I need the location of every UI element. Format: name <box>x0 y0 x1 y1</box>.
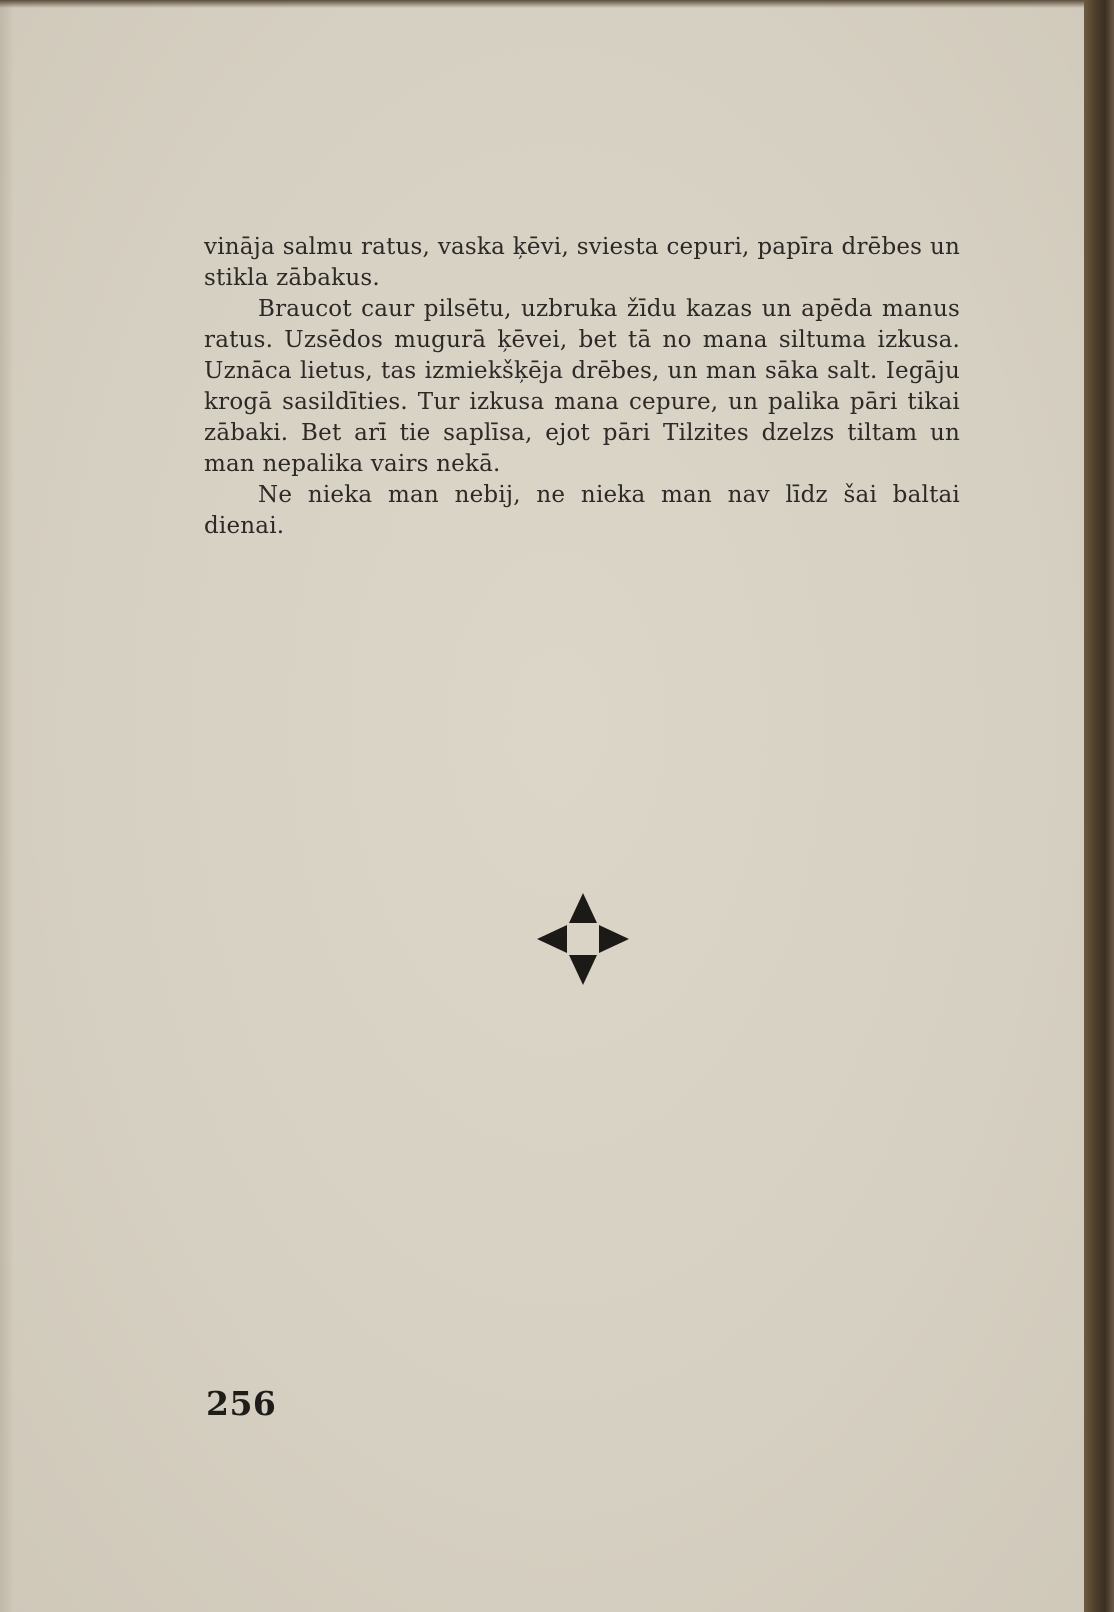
paragraph-1: vināja salmu ratus, vaska ķēvi, sviesta cepuri, papīra drēbes un stikla zābakus. <box>204 234 960 291</box>
book-spine-edge <box>1084 0 1114 1612</box>
body-text <box>204 232 960 542</box>
page-gutter <box>0 0 14 1612</box>
paragraph-2: Braucot caur pilsētu, uzbruka žīdu kazas un apēda manus ratus. Uzsēdos mugurā ķēvei, bet tā no mana siltuma izkusa. Uznāca lietus, tas izmiekšķēja drēbes, un man sāka salt. Iegāju krogā sasildīties. Tur izkusa mana cepure, un palika pāri tikai zābaki. Bet arī tie saplīsa, ejot pāri Tilzites dzelzs tiltam un man nepalika vairs nekā. <box>204 296 960 477</box>
page-top-shadow <box>0 0 1114 8</box>
four-arrow-ornament-icon <box>537 893 629 985</box>
paragraph-3: Ne nieka man nebij, ne nieka man nav līdz šai baltai dienai. <box>204 482 960 539</box>
page-number: 256 <box>206 1384 277 1423</box>
